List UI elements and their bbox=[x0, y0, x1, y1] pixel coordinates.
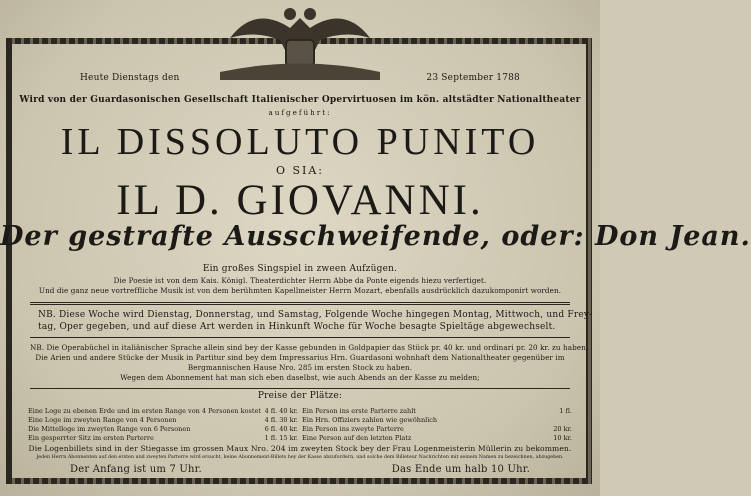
libretto-notice-line-2: Die Arien und andere Stücke der Musik in Partitur sind bey dem Impressarius Hrn. Guardasoni wohnhaft dem Nationaltheater gegenüber im bbox=[35, 353, 565, 362]
title-connector: O SIA: bbox=[275, 164, 325, 177]
price-row bbox=[28, 434, 572, 443]
date-line bbox=[80, 73, 520, 83]
price-label: Die Mittelloge im zweyten Range von 6 Personen bbox=[28, 425, 191, 433]
price-value: 1 fl. 15 kr. bbox=[264, 434, 298, 442]
price-value: 20 kr. bbox=[553, 425, 572, 433]
logen-note: Die Logenbillets sind in der Stiegasse im grossen Maux Nro. 204 im zweyten Stock bey der Frau Logenmeisterin Müllerin zu bekommen. bbox=[28, 444, 572, 453]
main-title: IL DISSOLUTO PUNITO bbox=[60, 121, 540, 163]
price-value: 4 fl. 40 kr. bbox=[264, 407, 298, 415]
footer-times bbox=[70, 464, 530, 475]
price-label: Eine Loge zu ebenen Erde und im ersten Range von 4 Personen kostet bbox=[28, 407, 261, 415]
start-time: Der Anfang ist um 7 Uhr. bbox=[70, 464, 202, 475]
price-value: 1 fl. bbox=[559, 407, 572, 415]
schedule-notice-line-1: NB. Diese Woche wird Dienstag, Donnerstag, und Samstag, Folgende Woche hingegen Montag, Mittwoch, und Frey- bbox=[38, 310, 593, 320]
company-line: Wird von der Guardasonischen Gesellschaft Italienischer Opervirtuosen im kön. altstädter Nationaltheater bbox=[19, 95, 581, 105]
description-line-3: Und die ganz neue vortreffliche Musik ist von dem berühmten Kapellmeister Herrn Mozart, ebenfalls ausdrücklich dazukomponirt worden. bbox=[38, 286, 562, 295]
price-list bbox=[28, 403, 572, 443]
abonnement-note: Jeden Herrn Abonnenten auf den ersten und zweyten Parterre wird ersucht, keine Abonnement-Billets bey der Kasse abzufordern, und solche dem Billeteur Nachrichten mit seinem Namen zu bezeichnen, abzugeben. bbox=[36, 455, 564, 460]
performance-date: 23 September 1788 bbox=[426, 73, 520, 83]
aufgefuehrt-text: aufgeführt: bbox=[268, 108, 332, 117]
price-value: 10 kr. bbox=[553, 434, 572, 442]
price-label: Ein Person ins zweyte Parterre bbox=[302, 425, 404, 433]
second-title: IL D. GIOVANNI. bbox=[116, 177, 484, 224]
description-line-1: Ein großes Singspiel in zween Aufzügen. bbox=[202, 264, 398, 274]
end-time: Das Ende um halb 10 Uhr. bbox=[391, 464, 530, 475]
price-row bbox=[28, 407, 572, 416]
price-label: Eine Loge im zweyten Range von 4 Personen bbox=[28, 416, 177, 424]
libretto-notice-line-4: Wegen dem Abonnement hat man sich eben daselbst, wie auch Abends an der Kasse zu melden; bbox=[120, 373, 480, 382]
double-headed-eagle-icon bbox=[210, 0, 390, 82]
schedule-notice-line-2: tag, Oper gegeben, und auf diese Art werden in Hinkunft Woche für Woche besagte Spieltäge abgewechselt. bbox=[38, 322, 556, 332]
libretto-notice-line-1: NB. Die Operabüchel in italiänischer Sprache allein sind bey der Kasse gebunden in Goldpapier das Stück pr. 40 kr. und ordinari pr. 20 kr. zu haben. bbox=[30, 343, 589, 352]
price-value: 4 fl. 30 kr. bbox=[264, 416, 298, 424]
day-text: Heute Dienstags den bbox=[80, 73, 180, 83]
price-row bbox=[28, 425, 572, 434]
price-label: Ein gesperrter Sitz im ersten Parterre bbox=[28, 434, 154, 442]
divider bbox=[30, 388, 570, 389]
divider bbox=[30, 302, 570, 305]
description-line-2: Die Poesie ist von dem Kais. Königl. Theaterdichter Herrn Abbe da Ponte eigends hiezu verfertiget. bbox=[113, 276, 487, 285]
price-label: Ein Hrn. Offiziers zahlen wie gewöhnlich bbox=[302, 416, 438, 424]
divider bbox=[30, 337, 570, 338]
prices-heading: Preise der Plätze: bbox=[257, 391, 343, 401]
price-row bbox=[28, 416, 572, 425]
price-label: Eine Person auf den letzten Platz bbox=[302, 434, 412, 442]
libretto-notice-line-3: Bergmannischen Hause Nro. 285 im ersten Stock zu haben. bbox=[187, 363, 413, 372]
german-title: Der gestrafte Ausschweifende, oder: Don Jean. bbox=[0, 221, 751, 252]
price-label: Ein Person ins erste Parterre zahlt bbox=[302, 407, 416, 415]
price-value: 6 fl. 40 kr. bbox=[264, 425, 298, 433]
